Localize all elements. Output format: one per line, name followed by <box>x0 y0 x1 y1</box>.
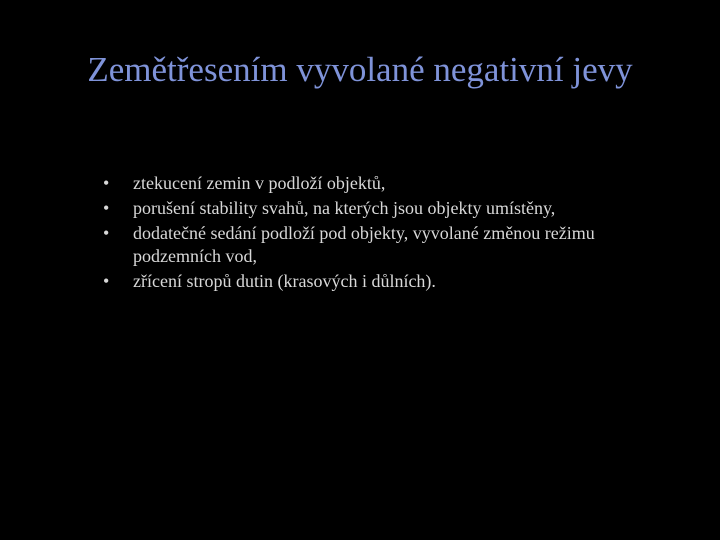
bullet-icon: • <box>103 198 110 218</box>
bullet-icon: • <box>103 223 110 243</box>
bullet-icon: • <box>103 271 110 291</box>
bullet-text: dodatečné sedání podloží pod objekty, vyvolané změnou režimu podzemních vod, <box>133 223 595 266</box>
list-item <box>103 172 663 195</box>
bullet-text: porušení stability svahů, na kterých jsou objekty umístěny, <box>133 198 556 218</box>
bullet-text: ztekucení zemin v podloží objektů, <box>133 173 386 193</box>
list-item <box>103 222 663 268</box>
bullet-list <box>103 172 663 293</box>
list-item <box>103 270 663 293</box>
bullet-text: zřícení stropů dutin (krasových i důlních). <box>133 271 436 291</box>
slide-title: Zemětřesením vyvolané negativní jevy <box>87 50 633 89</box>
list-item <box>103 197 663 220</box>
bullet-icon: • <box>103 173 110 193</box>
